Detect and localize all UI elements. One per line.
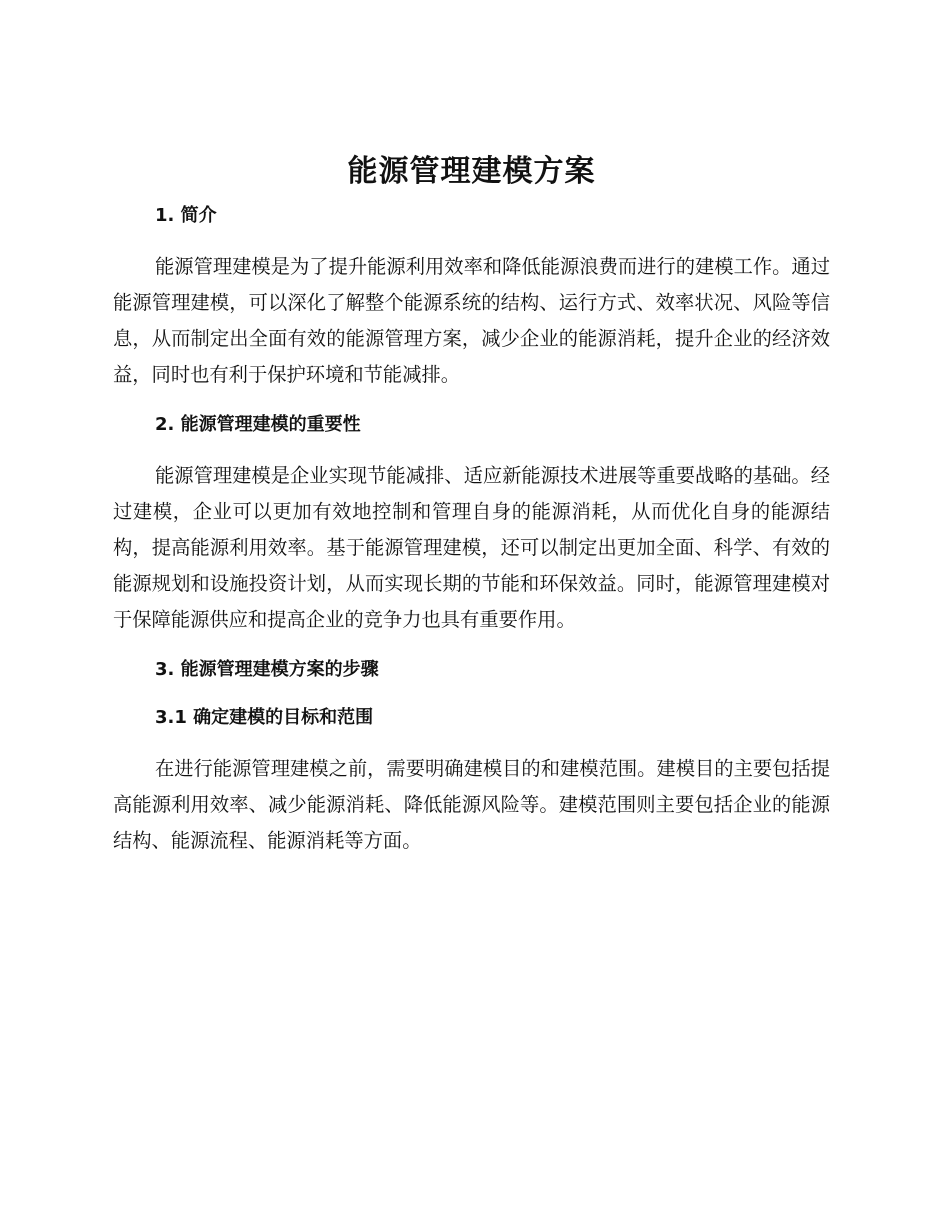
- section-heading-importance: 2. 能源管理建模的重要性: [155, 414, 361, 435]
- section-paragraph-introduction: 能源管理建模是为了提升能源利用效率和降低能源浪费而进行的建模工作。通过能源管理建模，可以深化了解整个能源系统的结构、运行方式、效率状况、风险等信息，从而制定出全面有效的能源管理方案，减少企业的能源消耗，提升企业的经济效益，同时也有利于保护环境和节能减排。: [113, 255, 830, 386]
- section-heading-steps: 3. 能源管理建模方案的步骤: [155, 659, 379, 680]
- subsection-heading-goals-scope: 3.1 确定建模的目标和范围: [155, 707, 374, 728]
- section-paragraph-importance: 能源管理建模是企业实现节能减排、适应新能源技术进展等重要战略的基础。经过建模，企业可以更加有效地控制和管理自身的能源消耗，从而优化自身的能源结构，提高能源利用效率。基于能源管理建模，还可以制定出更加全面、科学、有效的能源规划和设施投资计划，从而实现长期的节能和环保效益。同时，能源管理建模对于保障能源供应和提高企业的竞争力也具有重要作用。: [113, 464, 830, 631]
- subsection-paragraph-goals-scope: 在进行能源管理建模之前，需要明确建模目的和建模范围。建模目的主要包括提高能源利用效率、减少能源消耗、降低能源风险等。建模范围则主要包括企业的能源结构、能源流程、能源消耗等方面。: [113, 757, 830, 852]
- section-heading-introduction: 1. 简介: [155, 205, 217, 226]
- document-title: 能源管理建模方案: [347, 154, 596, 189]
- document-page: [113, 148, 830, 859]
